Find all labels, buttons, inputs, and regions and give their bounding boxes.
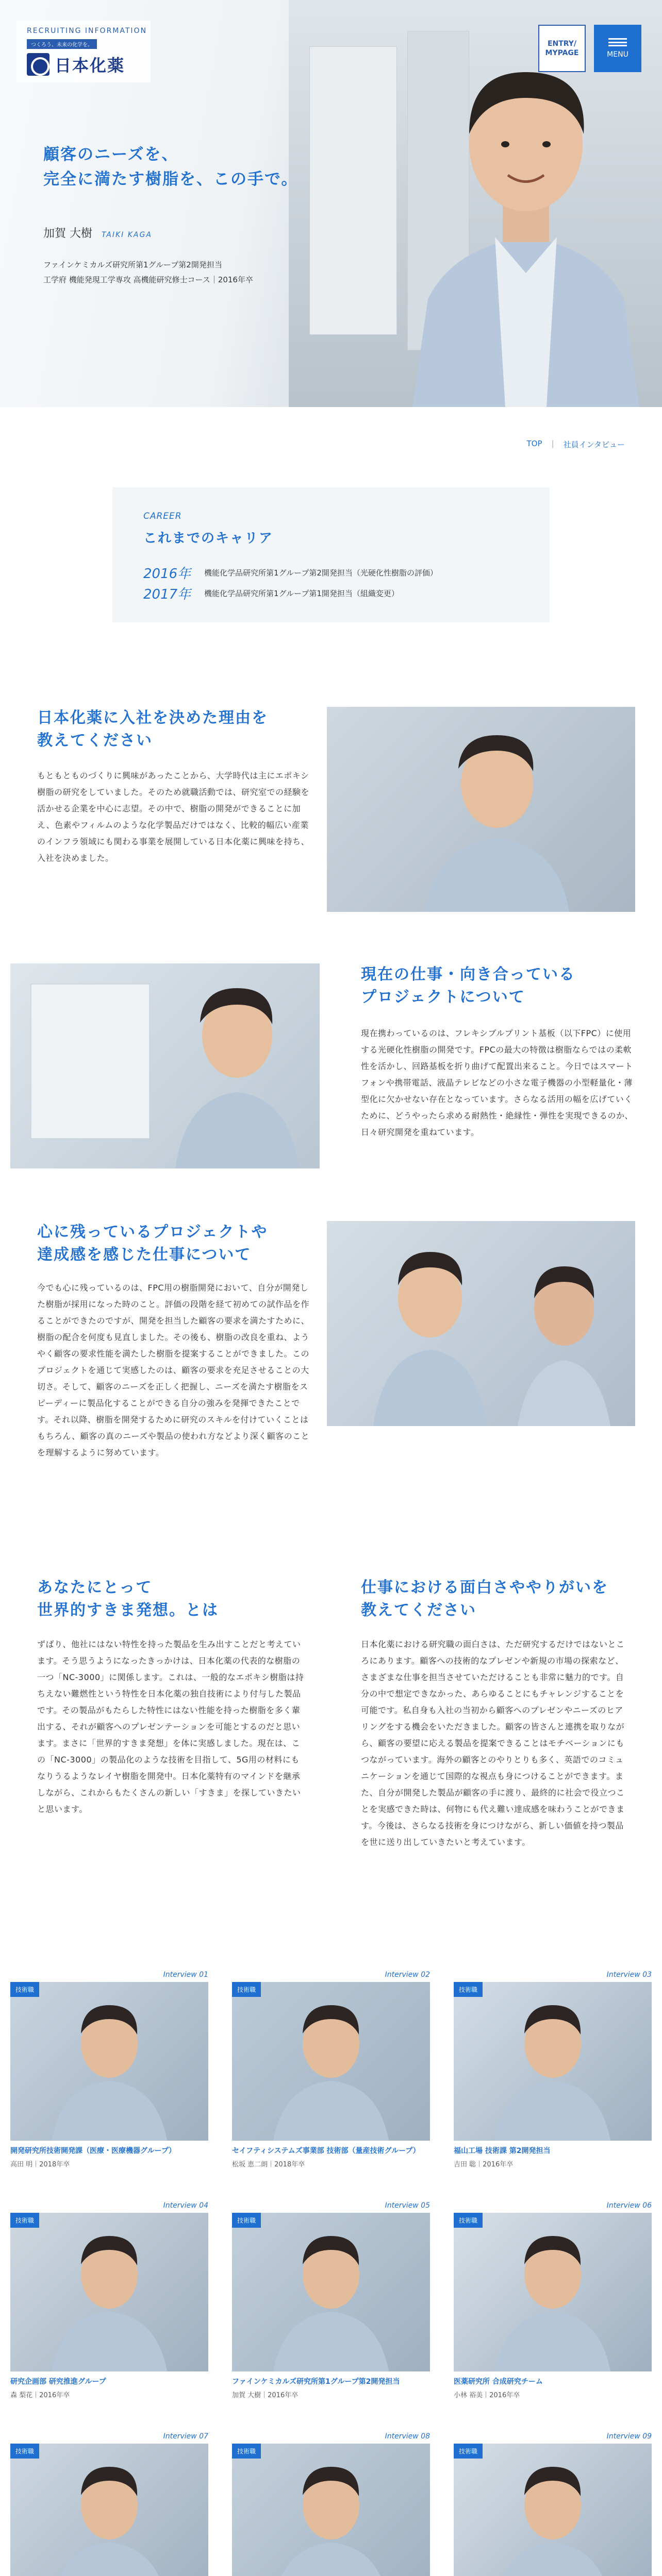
logo-main [27,53,125,76]
interview-card[interactable] [232,2432,430,2576]
person-silhouette-icon [454,2444,652,2576]
menu-label: MENU [607,50,628,59]
site-logo[interactable] [16,21,151,82]
job-type-badge: 技術職 [10,2444,39,2459]
name-jp: 加賀 大樹 [43,227,92,240]
interview-number: Interview 08 [385,2432,430,2441]
interview-card[interactable] [454,1971,652,2168]
person-silhouette-icon [232,1982,430,2141]
section-title-sukima [37,1577,316,1621]
section-body-sukima: ずばり、他社にはない特性を持った製品を生み出すことだと考えています。そう思うようになったきっかけは、日本化薬の代表的な樹脂の一つ「NC-3000」に関係します。これは、一般的なエポキシ樹脂は持ちえない難燃性という特性を日本化薬の独自技術により付与した製品です。その製品がもたらした特性にはない性能を持った樹脂を多く輩出する、それが顧客へのプレゼンテーションを可能とするのだと思います。まさに「世界的すきま発想」を体に実感しました。現在は、この「NC-3000」の製品化のような技術を目指して、5G用の材料にもなりうるようなレイヤ樹脂を開発中。日本化薬特有のマインドを継承しながら、これからもたくさんの新しい「すきま」を探していきたいと思います。 [37,1639,304,1814]
interview-name: 高田 明｜2018年卒 [10,2161,70,2168]
interview-photo [10,1982,208,2141]
interview-card[interactable] [10,2201,208,2399]
breadcrumb-top-link[interactable]: TOP [526,439,542,448]
interview-number: Interview 06 [606,2201,652,2210]
lab-shelf [309,46,397,335]
interview-card[interactable] [10,1971,208,2168]
title-line: 心に残っているプロジェクトや [37,1223,268,1241]
career-row [143,583,519,603]
section-body-memorable: 今でも心に残っているのは、FPC用の樹脂開発において、自分が開発した樹脂が採用になった時のこと。評価の段階を経て初めての試作品を作ることができたのですが、開発を担当した顧客の要求を満たすために、樹脂の配合を何度も見直しました。その後も、樹脂の改良を重ね、ようやく顧客の要求性能を満たした樹脂を提案することができました。このプロジェクトを通じて実感したのは、顧客の要求を充足させることの大切さ。そして、顧客のニーズを正しく把握し、ニーズを満たす樹脂をスピーディーに製品化することができる自分の強みを発揮できたことです。それ以降、樹脂を開発するために研究のスキルを付けていくことはもちろん、顧客の真のニーズや製品の使われ方などより深く顧客のことを理解するように努めています。 [37,1283,310,1458]
interview-number: Interview 05 [385,2201,430,2210]
hamburger-icon [608,38,627,46]
job-type-badge: 技術職 [454,1982,483,1997]
interview-name: 加賀 大樹｜2016年卒 [232,2392,299,2399]
hero-department [43,258,253,287]
title-line: 仕事における面白さややりがいを [361,1579,608,1597]
hero-name [43,225,152,241]
career-title: これまでのキャリア [143,531,274,546]
career-label: CAREER [143,511,182,521]
dept-line-2: 工学府 機能発現工学専攻 高機能研究修士コース｜2016年卒 [43,275,253,284]
career-text: 機能化学品研究所第1グループ第1開発担当（組織変更） [204,588,399,598]
section-title-current-work [361,963,639,1008]
title-line: 教えてください [361,1601,476,1619]
interview-department: ファインケミカルズ研究所第1グループ第2開発担当 [232,2378,400,2386]
interview-number: Interview 04 [163,2201,208,2210]
person-silhouette-icon [232,2213,430,2371]
section-body-current-work: 現在携わっているのは、フレキシブルプリント基板（以下FPC）に使用する光硬化性樹脂の開発です。FPCの最大の特徴は樹脂ならではの柔軟性を活かし、回路基板を折り曲げて配置出来ること。今日ではスマートフォンや携帯電話、液晶テレビなどの小さな電子機器の小型軽量化・薄型化に欠かせない存在となっています。さらなる活用の幅を広げていくために、どうやったら求める耐熱性・絶縁性・弾性を実現できるのか、日々研究開発を重ねています。 [361,1028,634,1137]
photo-person [10,963,320,1168]
interview-photo [10,2213,208,2371]
person-silhouette-icon [454,2213,652,2371]
breadcrumb [527,439,625,450]
interview-department: 開発研究所技術開発課（医療・医療機器グループ） [10,2147,176,2155]
person-silhouette-icon [232,2444,430,2576]
interview-number: Interview 09 [606,2432,652,2441]
career-row [143,562,519,583]
header-actions [538,25,641,72]
job-type-badge: 技術職 [232,2444,261,2459]
interview-number: Interview 07 [163,2432,208,2441]
logo-badge: つくろう、未来の化学を。 [27,39,97,49]
job-type-badge: 技術職 [232,2213,261,2228]
interview-card[interactable] [454,2432,652,2576]
job-type-badge: 技術職 [10,1982,39,1997]
interview-photo [454,2213,652,2371]
photo-memorable [327,1221,635,1426]
interview-name: 松坂 恵二朗｜2018年卒 [232,2161,305,2168]
dept-line-1: ファインケミカルズ研究所第1グループ第2開発担当 [43,260,222,269]
hero-catchphrase [43,142,298,192]
hero [0,0,662,407]
title-line: 達成感を感じた仕事について [37,1245,252,1264]
job-type-badge: 技術職 [454,2213,483,2228]
logo-name: 日本化薬 [55,56,125,75]
person-silhouette-icon [10,1982,208,2141]
interview-number: Interview 02 [385,1971,430,1979]
interview-department: セイフティシステムズ事業部 技術部（量産技術グループ） [232,2147,420,2155]
interview-photo [454,1982,652,2141]
section-title-rewarding [361,1577,639,1621]
section-body-rewarding: 日本化薬における研究職の面白さは、ただ研究するだけではないところにあります。顧客への技術的なプレゼンや新規の市場の探索など、さまざまな仕事を担当させていただけることも非常に魅力的です。自分の中で想定できなかった、あらゆることにもチャレンジすることを可能です。私自身も入社の当初から顧客へのプレゼンやニーズのヒアリングをする機会をいただきました。顧客の皆さんと連携を取りながら、顧客の要望に応える製品を提案できることはモチベーションにもつながっています。海外の顧客とのやりとりも多く、英語でのコミュニケーションを通じて国際的な視点も身につけることができます。また、自分が開発した製品が顧客の手に渡り、最終的に社会で役立つことを実感できた時は、何物にも代え難い達成感を味わうことができます。今後は、さらなる技術を身につけながら、新しい価値を持つ製品を世に送り出していきたいと考えています。 [361,1639,625,1847]
interview-photo [232,2213,430,2371]
logo-top-text: RECRUITING INFORMATION [27,27,147,35]
job-type-badge: 技術職 [10,2213,39,2228]
person-silhouette-icon [454,1982,652,2141]
interview-card[interactable] [232,1971,430,2168]
entry-mypage-button[interactable] [538,25,586,72]
title-line: 現在の仕事・向き合っている [361,965,575,984]
career-year: 2017年 [143,586,191,602]
title-line: 日本化薬に入社を決めた理由を [37,709,268,727]
interview-photo [232,1982,430,2141]
interview-number: Interview 03 [606,1971,652,1979]
interview-card[interactable] [232,2201,430,2399]
photo-reason [327,707,635,912]
interview-photo [454,2444,652,2576]
career-box [112,487,550,622]
person-silhouette-icon [10,2213,208,2371]
title-line: 教えてください [37,731,153,750]
section-body-reason: もともとものづくりに興味があったことから、大学時代は主にエポキシ樹脂の研究をしていました。そのため就職活動では、研究室での経験を活かせる企業を中心に志望。その中で、樹脂の開発ができることに加え、色素やフィルムのような化学製品だけではなく、比較的幅広い産業のインフラ領域にも関わる事業を展開している日本化薬に興味を持ち、入社を決めました。 [37,771,310,863]
logo-mark-icon [27,53,49,76]
section-title-reason [37,707,305,752]
career-list [143,562,519,603]
career-year: 2016年 [143,566,191,582]
career-text: 機能化学品研究所第1グループ第2開発担当（光硬化性樹脂の評価） [204,568,438,578]
menu-button[interactable] [594,25,641,72]
catch-line-1: 顧客のニーズを、 [43,145,179,164]
title-line: あなたにとって [37,1579,153,1597]
title-line: プロジェクトについて [361,988,525,1006]
catch-line-2: 完全に満たす樹脂を、この手で。 [43,170,299,189]
title-line: 世界的すきま発想。とは [37,1601,219,1619]
interview-department: 研究企画部 研究推進グループ [10,2378,106,2386]
breadcrumb-separator: | [551,439,554,448]
interview-department: 福山工場 技術課 第2開発担当 [454,2147,551,2155]
job-type-badge: 技術職 [232,1982,261,1997]
job-type-badge: 技術職 [454,2444,483,2459]
interview-department: 医薬研究所 合成研究チーム [454,2378,543,2386]
interview-photo [10,2444,208,2576]
entry-label: ENTRY/ MYPAGE [545,39,579,57]
interview-number: Interview 01 [163,1971,208,1979]
interview-name: 吉田 聡｜2016年卒 [454,2161,514,2168]
photo-person [327,707,635,912]
interview-card[interactable] [454,2201,652,2399]
hero-person-photo [392,31,660,407]
person-silhouette-icon [10,2444,208,2576]
photo-current-work [10,963,320,1168]
interview-name: 森 梨花｜2016年卒 [10,2392,70,2399]
interview-card[interactable] [10,2432,208,2576]
breadcrumb-current: 社員インタビュー [563,440,625,449]
name-en: TAIKI KAGA [102,231,152,239]
interview-photo [232,2444,430,2576]
interview-name: 小林 裕美｜2016年卒 [454,2392,520,2399]
section-title-memorable [37,1221,316,1266]
photo-people [327,1221,635,1426]
